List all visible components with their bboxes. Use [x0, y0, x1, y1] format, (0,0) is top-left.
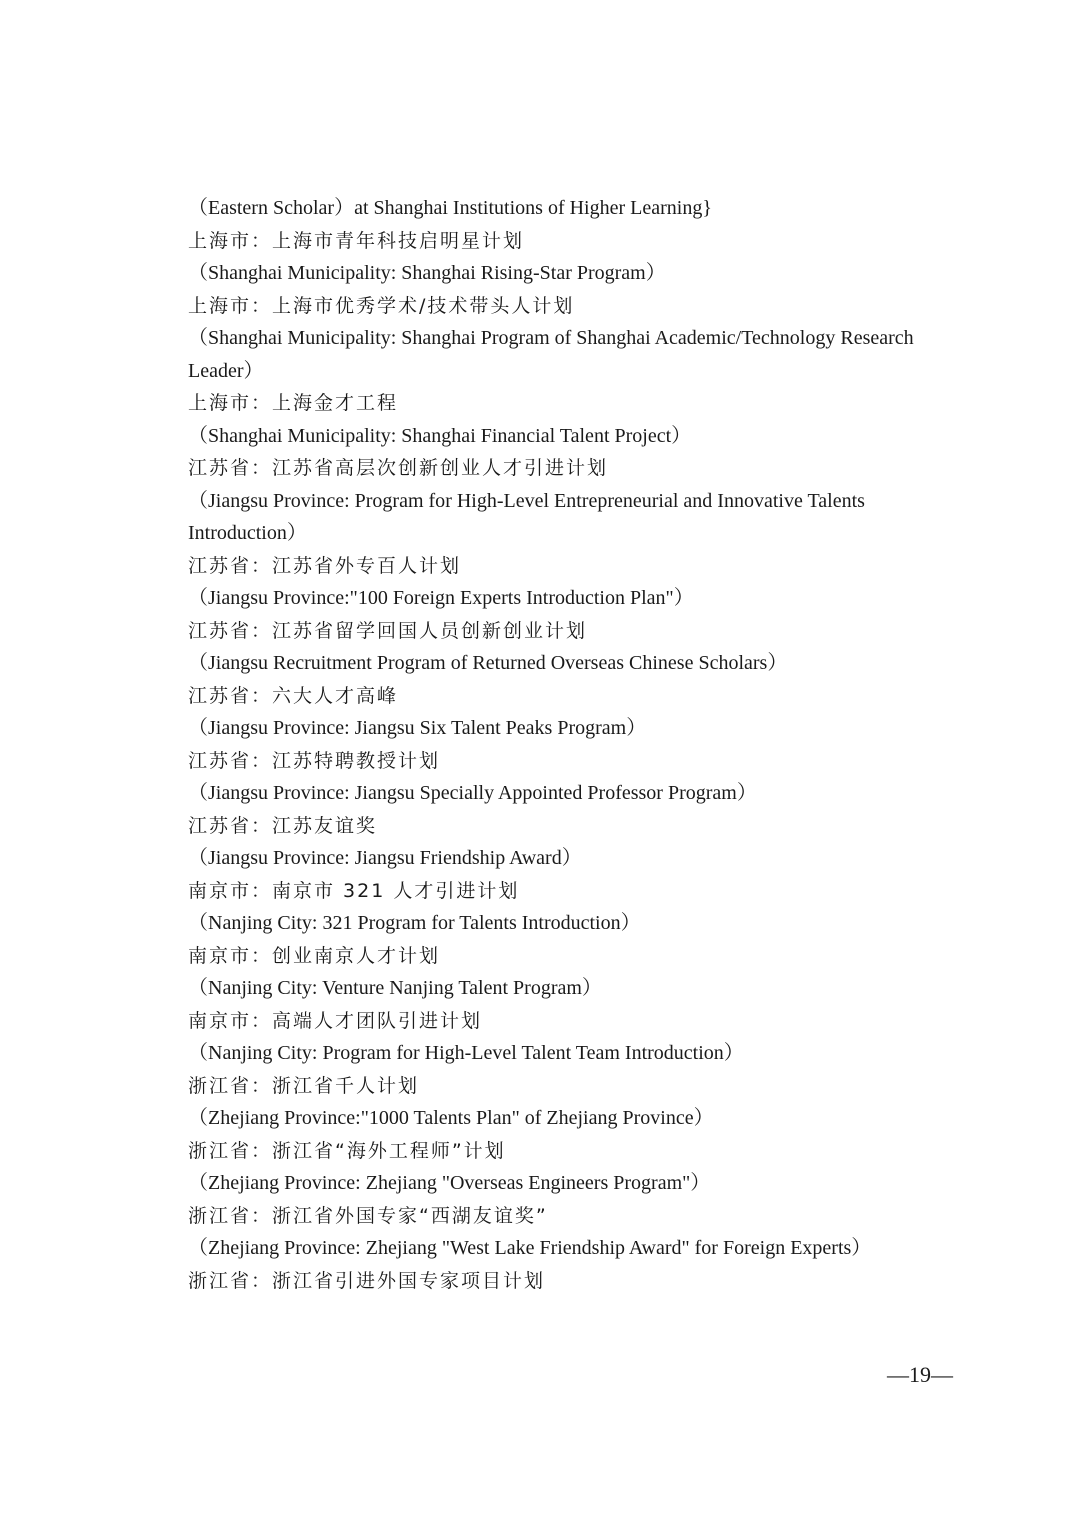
text-line: 上海市：上海市青年科技启明星计划	[188, 229, 525, 252]
text-line: 浙江省：浙江省“海外工程师”计划	[188, 1139, 506, 1162]
text-line: （Zhejiang Province: Zhejiang "West Lake Friendship Award" for Foreign Experts）	[188, 1237, 872, 1259]
text-line: （Jiangsu Province: Program for High-Level Entrepreneurial and Innovative Talents	[188, 489, 865, 512]
text-line: （Shanghai Municipality: Shanghai Program of Shanghai Academic/Technology Research	[188, 327, 914, 349]
text-line: （Shanghai Municipality: Shanghai Financial Talent Project）	[188, 424, 692, 447]
text-line: （Jiangsu Province: Jiangsu Friendship Award）	[188, 847, 582, 869]
text-line: （Nanjing City: Venture Nanjing Talent Program）	[188, 977, 602, 999]
text-line: 上海市：上海市优秀学术/技术带头人计划	[188, 294, 575, 317]
text-line: 上海市：上海金才工程	[188, 392, 399, 414]
text-line: （Jiangsu Province: Jiangsu Specially Appointed Professor Program）	[188, 782, 757, 804]
text-line: 南京市：高端人才团队引进计划	[188, 1009, 483, 1032]
text-line: （Zhejiang Province: Zhejiang "Overseas Engineers Program"）	[188, 1172, 711, 1194]
text-line: （Shanghai Municipality: Shanghai Rising-Star Program）	[188, 262, 666, 284]
text-line: 浙江省：浙江省外国专家“西湖友谊奖”	[188, 1204, 548, 1227]
text-line: 江苏省：六大人才高峰	[188, 684, 399, 707]
text-line: （Jiangsu Province:"100 Foreign Experts Introduction Plan"）	[188, 587, 694, 609]
text-line: 南京市：创业南京人才计划	[188, 944, 441, 967]
text-line: （Nanjing City: Program for High-Level Talent Team Introduction）	[188, 1042, 744, 1064]
text-line: 浙江省：浙江省千人计划	[188, 1074, 420, 1097]
text-line: 江苏省：江苏省外专百人计划	[188, 554, 462, 577]
text-line: 江苏省：江苏省留学回国人员创新创业计划	[188, 619, 588, 642]
program-list	[188, 192, 938, 1297]
text-line: （Jiangsu Recruitment Program of Returned Overseas Chinese Scholars）	[188, 652, 788, 674]
text-line: 南京市：南京市 321 人才引进计划	[188, 879, 520, 902]
text-line: Introduction）	[188, 522, 307, 544]
text-line: （Nanjing City: 321 Program for Talents Introduction）	[188, 912, 641, 934]
text-line: （Jiangsu Province: Jiangsu Six Talent Peaks Program）	[188, 717, 647, 739]
text-line: （Eastern Scholar）at Shanghai Institutions of Higher Learning}	[188, 197, 712, 219]
text-line: 江苏省：江苏省高层次创新创业人才引进计划	[188, 457, 609, 479]
text-line: （Zhejiang Province:"1000 Talents Plan" of Zhejiang Province）	[188, 1107, 714, 1129]
text-line: 江苏省：江苏特聘教授计划	[188, 749, 441, 772]
text-line: Leader）	[188, 359, 264, 382]
text-line: 江苏省：江苏友谊奖	[188, 814, 378, 837]
text-line: 浙江省：浙江省引进外国专家项目计划	[188, 1269, 546, 1292]
page-number: —19—	[887, 1362, 953, 1387]
